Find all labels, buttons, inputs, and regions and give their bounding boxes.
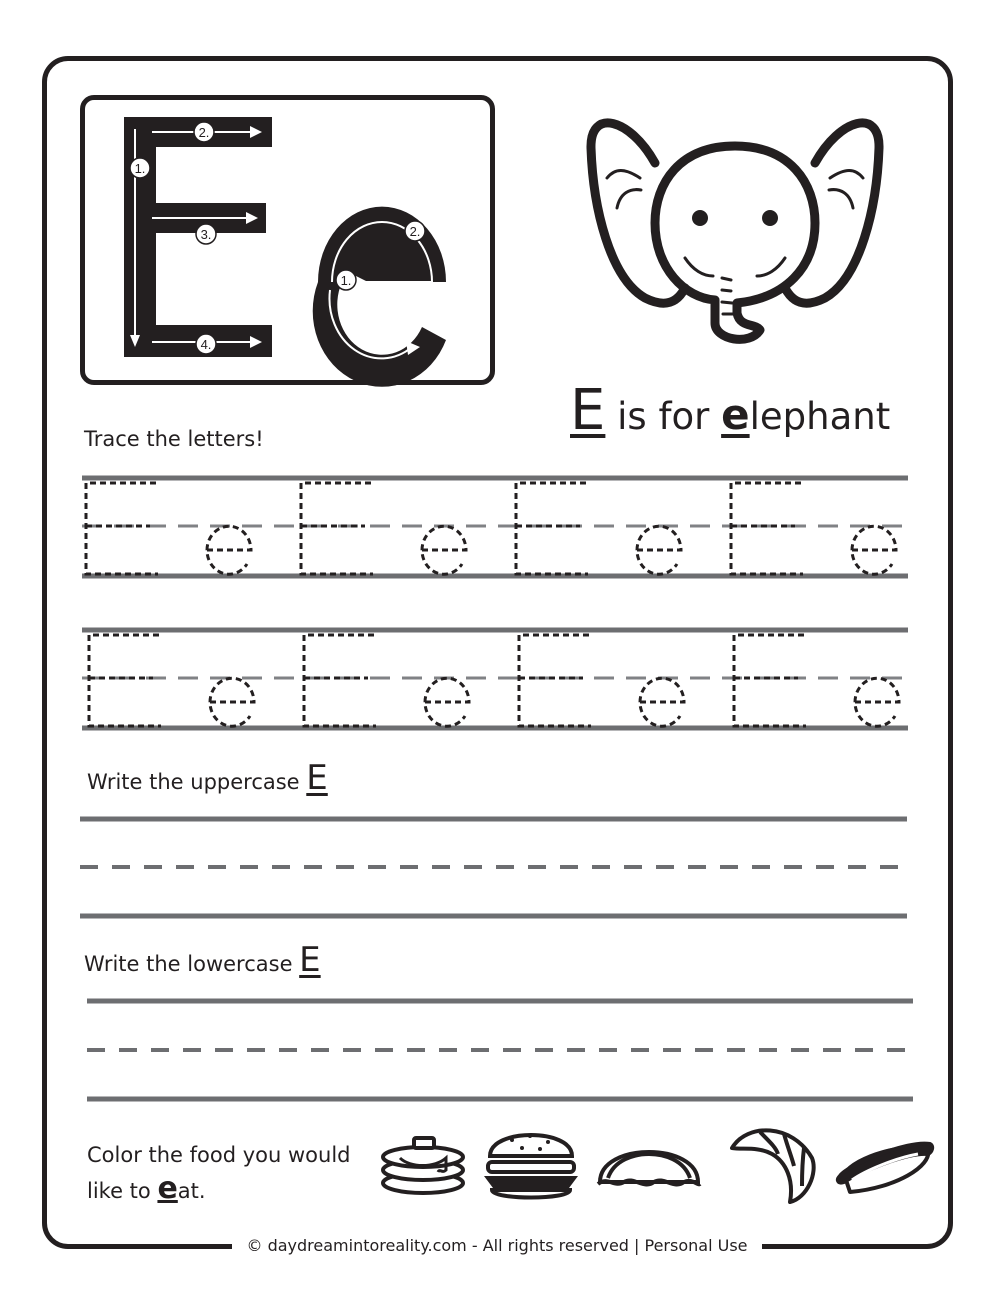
lowercase-letter: E — [299, 940, 321, 980]
write-uppercase-label: Write the uppercase E — [87, 758, 328, 798]
stroke-number: 2. — [198, 125, 210, 140]
food-letter: e — [157, 1171, 178, 1206]
dotted-uppercase-e — [86, 483, 158, 574]
burger-icon[interactable] — [482, 1120, 580, 1202]
stroke-number: 1. — [340, 273, 352, 288]
trace-label: Trace the letters! — [84, 427, 264, 451]
dotted-uppercase-e — [731, 483, 803, 574]
dotted-lowercase-e — [425, 678, 469, 726]
stroke-number: 2. — [409, 224, 421, 239]
uppercase-writing-lines[interactable] — [0, 800, 1000, 930]
dotted-uppercase-e — [301, 483, 373, 574]
title-upper-e: E — [570, 378, 606, 443]
title-text: is for — [605, 395, 722, 438]
dotted-lowercase-e — [210, 678, 254, 726]
food-instructions — [87, 1138, 351, 1208]
hotdog-icon[interactable] — [836, 1136, 936, 1200]
dotted-lowercase-e — [207, 526, 251, 574]
stroke-number: 1. — [134, 161, 146, 176]
stroke-number: 3. — [200, 227, 212, 242]
dotted-uppercase-e — [734, 635, 806, 726]
dotted-uppercase-e — [516, 483, 588, 574]
dotted-uppercase-e — [304, 635, 376, 726]
dotted-lowercase-e — [855, 678, 899, 726]
write-lowercase-label: Write the lowercase E — [84, 940, 321, 980]
dotted-lowercase-e — [640, 678, 684, 726]
lowercase-writing-lines[interactable] — [0, 985, 1000, 1115]
dotted-lowercase-e — [637, 526, 681, 574]
dotted-lowercase-e — [422, 526, 466, 574]
food-line-1: Color the food you would — [87, 1143, 351, 1167]
pancakes-icon[interactable] — [380, 1128, 470, 1198]
title-lower-e: e — [721, 390, 750, 439]
title-text-end: lephant — [749, 395, 891, 438]
dotted-lowercase-e — [852, 526, 896, 574]
dotted-uppercase-e — [89, 635, 161, 726]
uppercase-letter: E — [306, 758, 328, 798]
food-line-2: like to eat. — [87, 1171, 206, 1206]
dotted-uppercase-e — [519, 635, 591, 726]
footer-copyright: © daydreamintoreality.com - All rights reserved | Personal Use — [232, 1233, 762, 1259]
croissant-icon[interactable] — [722, 1118, 822, 1208]
taco-icon[interactable] — [594, 1132, 704, 1194]
stroke-number: 4. — [200, 337, 212, 352]
